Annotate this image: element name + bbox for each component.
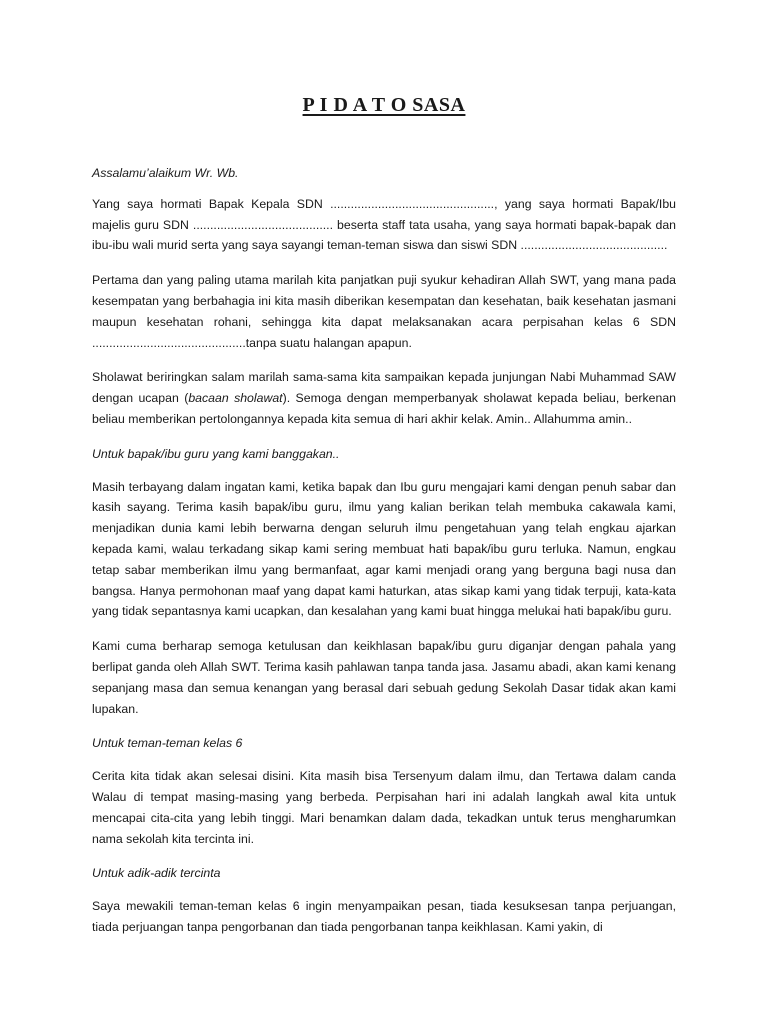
heading-teachers: Untuk bapak/ibu guru yang kami banggakan.. bbox=[92, 446, 340, 461]
paragraph-gratitude: Pertama dan yang paling utama marilah kita panjatkan puji syukur kehadiran Allah SWT, yang mana pada kesempatan yang berbahagia ini kita masih diberikan kesempatan dan kesehatan, baik kesehatan jasmani maupun kesehatan rohani, sehingga kita dapat melaksanakan acara perpisahan kelas 6 SDN .............................................tanpa suatu halangan apapun. bbox=[92, 273, 676, 350]
heading-classmates: Untuk teman-teman kelas 6 bbox=[92, 736, 243, 751]
paragraph-juniors: Saya mewakili teman-teman kelas 6 ingin menyampaikan pesan, tiada kesuksesan tanpa perjuangan, tiada perjuangan tanpa pengorbanan dan tiada pengorbanan tanpa keikhlasan. Kami yakin, di bbox=[92, 899, 676, 934]
paragraph-sholawat-part-1: Sholawat beriringkan salam marilah sama-sama kita sampaikan kepada junjungan Nabi Muhammad SAW dengan ucapan ( bbox=[92, 370, 676, 406]
paragraph-teachers-2: Kami cuma berharap semoga ketulusan dan keikhlasan bapak/ibu guru diganjar dengan pahala yang berlipat ganda oleh Allah SWT. Terima kasih pahlawan tanpa tanda jasa. Jasamu abadi, akan kami kenang sepanjang masa dan semua kenangan yang berasal dari sebuah gedung Sekolah Dasar tidak akan kami lupakan. bbox=[92, 639, 676, 716]
speech-body bbox=[92, 163, 676, 938]
paragraph-salutation: Yang saya hormati Bapak Kepala SDN ................................................, yang saya hormati Bapak/Ibu majelis guru SDN ......................................... beserta staff tata usaha, yang saya hormati bapak-bapak dan ibu-ibu wali murid serta yang saya sayangi teman-teman siswa dan siswi SDN ........................................... bbox=[92, 196, 676, 253]
paragraph-sholawat-italic: bacaan sholawat bbox=[188, 391, 283, 406]
paragraph-teachers-1: Masih terbayang dalam ingatan kami, ketika bapak dan Ibu guru mengajari kami dengan penuh sabar dan kasih sayang. Terima kasih bapak/ibu guru, ilmu yang kalian berikan telah membuka cakawala kami, menjadikan dunia kami lebih berwarna dengan seluruh ilmu pengetahuan yang telah engkau ajarkan kepada kami, walau terkadang sikap kami sering membuat hati bapak/ibu guru terluka. Namun, engkau tetap sabar memberikan ilmu yang bermanfaat, agar kami menjadi orang yang berguna bagi nusa dan bangsa. Hanya permohonan maaf yang dapat kami haturkan, atas sikap kami yang tidak terpuji, kata-kata yang tidak sepantasnya kami ucapkan, dan kesalahan yang kami buat hingga melukai hati bapak/ibu guru. bbox=[92, 479, 676, 619]
paragraph-sholawat bbox=[92, 367, 676, 429]
paragraph-classmates: Cerita kita tidak akan selesai disini. Kita masih bisa Tersenyum dalam ilmu, dan Tertawa dalam canda Walau di tempat masing-masing yang berbeda. Perpisahan hari ini adalah langkah awal kita untuk mencapai cita-cita yang lebih tinggi. Mari benamkan dalam dada, tekadkan untuk terus mengharumkan nama sekolah kita tercinta ini. bbox=[92, 769, 676, 846]
heading-juniors: Untuk adik-adik tercinta bbox=[92, 866, 221, 881]
document-title: P I D A T O SASA bbox=[302, 94, 466, 116]
greeting: Assalamu’alaikum Wr. Wb. bbox=[92, 166, 239, 180]
paragraph-sholawat-part-2: ). Semoga dengan memperbanyak sholawat kepada beliau, berkenan beliau memberikan pertolongannya kepada kita semua di hari akhir kelak. Amin.. Allahumma amin.. bbox=[92, 391, 677, 426]
